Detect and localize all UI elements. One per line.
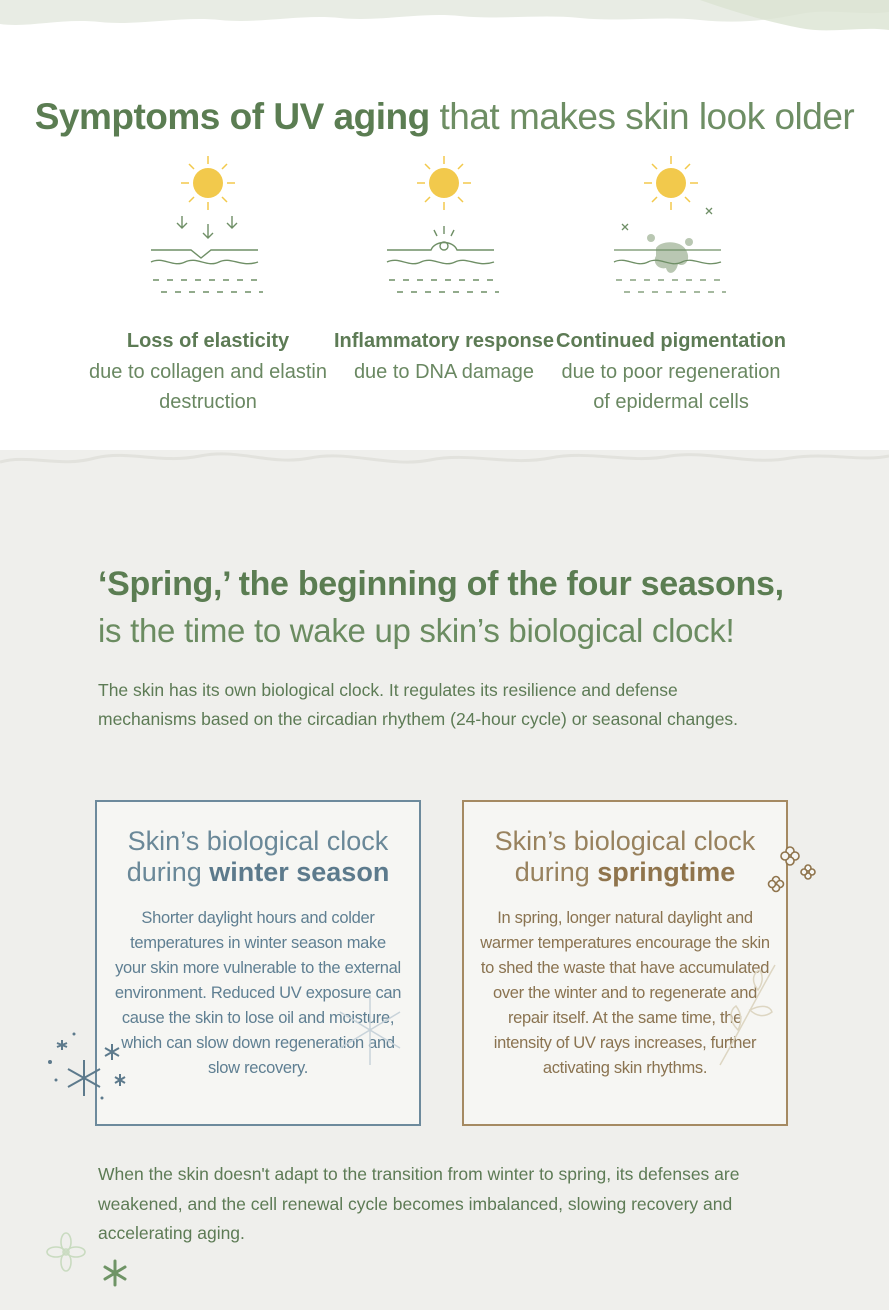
winter-box-title-line2 [97, 857, 419, 888]
faint-flower-icon [40, 1230, 100, 1280]
sun-inflammation-icon [379, 150, 509, 300]
symptom-title: Continued pigmentation [556, 330, 786, 352]
winter-box-title-line1: Skin’s biological clock [127, 826, 389, 856]
symptom-title: Inflammatory response [333, 330, 555, 352]
spring-box-title-line1: Skin’s biological clock [494, 826, 756, 856]
green-asterisk-icon [100, 1258, 130, 1288]
torn-paper-edge [0, 440, 889, 500]
symptom-desc: due to collagen and elastin destruction [89, 361, 327, 413]
faint-leaf-branch-icon [700, 960, 790, 1070]
spring-subheadline: is the time to wake up skin’s biological clock! [98, 612, 735, 649]
top-torn-paper-edge [0, 0, 889, 50]
spring-headline: ‘Spring,’ the beginning of the four seasons, [98, 565, 784, 603]
uv-aging-headline-light: that makes skin look older [429, 96, 855, 137]
spring-box-title-line2 [464, 857, 786, 888]
winter-box-title-strong: winter season [209, 857, 390, 887]
sun-pigmentation-icon [606, 150, 736, 300]
flower-icon [764, 840, 824, 900]
spring-box-title-strong: springtime [597, 857, 736, 887]
symptom-desc: due to DNA damage [353, 361, 535, 383]
spring-box-title-prefix: during [514, 857, 598, 887]
winter-box-text: Shorter daylight hours and colder temperatures in winter season make your skin more vulnerable to the external environment. Reduced UV exposure can cause the skin to lose oil and moisture, which can slow down regeneration and slow recovery. [114, 909, 402, 1077]
symptom-pigmentation [551, 150, 791, 417]
symptom-desc: due to poor regeneration of epidermal cells [561, 361, 781, 413]
faint-snowflake-icon [330, 990, 410, 1070]
outro-paragraph: When the skin doesn't adapt to the transition from winter to spring, its defenses are weakened, and the cell renewal cycle becomes imbalanced, slowing recovery and accelerating aging. [98, 1164, 740, 1243]
symptom-inflammation [324, 150, 564, 387]
symptom-elasticity [88, 150, 328, 417]
winter-box [95, 800, 421, 1126]
sun-elasticity-icon [143, 150, 273, 300]
symptom-title: Loss of elasticity [126, 330, 290, 352]
intro-paragraph: The skin has its own biological clock. It regulates its resilience and defense mechanisms based on the circadian rhythem (24-hour cycle) or seasonal changes. [98, 680, 739, 729]
uv-aging-headline [0, 96, 889, 138]
uv-aging-headline-bold: Symptoms of UV aging [34, 96, 430, 137]
spring-box-text: In spring, longer natural daylight and warmer temperatures encourage the skin to shed the waste that have accumulated over the winter and to regenerate and repair itself. At the same time, the intensity of UV rays increases, further activating skin rhythms. [480, 909, 770, 1077]
snowflake-icon [40, 1028, 140, 1108]
winter-box-title-prefix: during [126, 857, 210, 887]
